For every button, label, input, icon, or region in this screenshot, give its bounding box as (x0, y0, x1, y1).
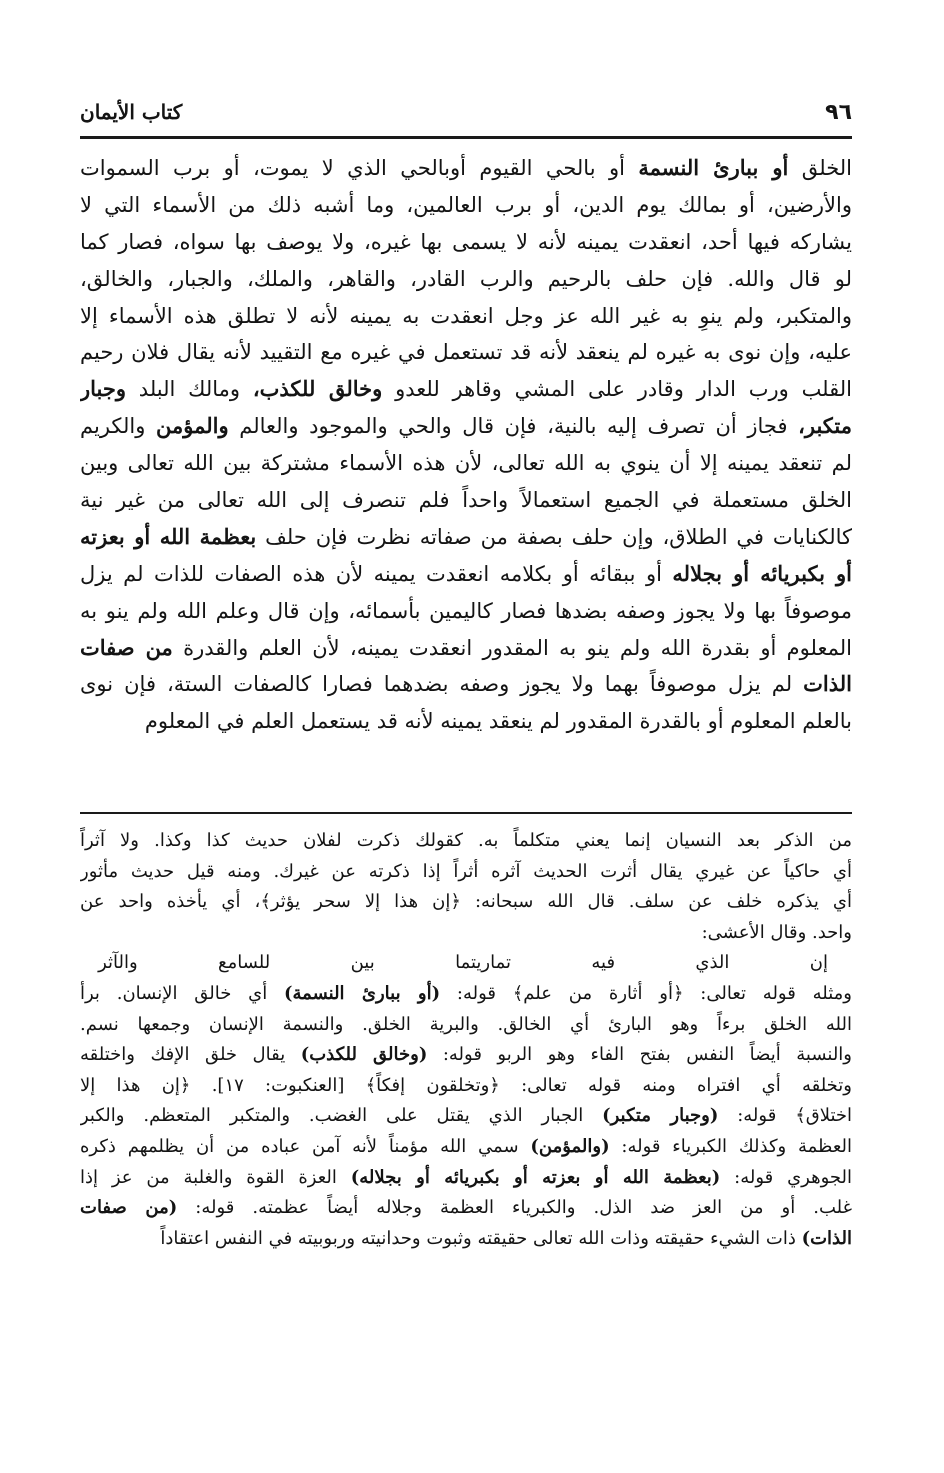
footnote-block-after-verse (80, 979, 852, 1254)
bold-text-segment: من صفات (80, 634, 173, 660)
footnote-line (80, 1163, 852, 1194)
verse-word: تماريتما (455, 952, 512, 974)
bold-text-segment: بعظمة الله أو بعزته (80, 523, 257, 549)
verse-word: إن (809, 952, 828, 974)
bold-text-segment: الذات (803, 671, 852, 697)
text-segment: أو ببقائه أو بكلامه انعقدت يمينه لأن هذه الصفات للذات لم يزل (80, 561, 673, 586)
footnote-line (80, 918, 852, 949)
text-segment: يشاركه فيها أحد، انعقدت يمينه لأنه لا يسمى بها غيره، ولا يوصف بها سواه، فصار كما (80, 229, 852, 254)
page-number: ٩٦ (825, 100, 852, 125)
bold-text-segment: (وخالق للكذب) (300, 1044, 428, 1066)
text-segment: أو بالحي القيوم أوبالحي الذي لا يموت، أو برب السموات (80, 156, 639, 180)
footnote-line (80, 1132, 852, 1163)
text-segment: أي يذكره خلف عن سلف. قال الله سبحانه: ﴿إن هذا إلا سحر يؤثر﴾، أي يأخذه واحد عن (80, 891, 852, 913)
body-line (80, 703, 852, 740)
verse-word: للسامع (218, 952, 271, 974)
poetry-verse (80, 948, 852, 979)
text-segment: يقال خلق الإفك واختلقه (80, 1044, 301, 1066)
footnote-separator (80, 812, 852, 814)
text-segment: عليه، وإن نوى به غيره لم ينعقد لأنه قد تستعمل في غيره مع التقييد لأنه يقال فلان رحيم (80, 340, 852, 365)
text-segment: بالعلم المعلوم أو بالقدرة المقدور لم ينعقد يمينه لأنه قد يستعمل العلم في المعلوم (144, 709, 852, 734)
footnote-line (80, 1040, 852, 1071)
bold-text-segment: أو ببارئ النسمة (638, 155, 789, 180)
text-segment: القلب ورب الدار وقادر على المشي وقاهر للعدو (382, 377, 852, 402)
text-segment: لم يزل موصوفاً بهما ولا يجوز وصفه بضدهما فصارا كالصفات الستة، فإن نوى (80, 672, 804, 697)
text-segment: الخلق مستعملة في الجميع استعمالاً واحداً فلم تنصرف إلى الله تعالى من غير نية (80, 488, 852, 513)
running-title: كتاب الأيمان (80, 100, 183, 124)
verse-word: بين (350, 952, 375, 974)
text-segment: الله الخلق برءاً وهو البارئ أي الخالق. والبرية الخلق. والنسمة الإنسان وجمعها نسم. (80, 1013, 852, 1035)
body-line (80, 445, 852, 482)
bold-text-segment: (وجبار متكبر) (602, 1105, 719, 1127)
text-segment: أي خالق الإنسان. برأ (80, 982, 284, 1004)
text-segment: غلب. أو من العز ضد الذل. والكبرياء العظمة وجلاله أيضاً عظمته. قوله: (177, 1197, 852, 1219)
bold-text-segment: الذات) (801, 1227, 852, 1249)
text-segment: اختلاق﴾ قوله: (718, 1105, 852, 1127)
body-line (80, 150, 852, 187)
body-line (80, 261, 852, 298)
body-line (80, 187, 852, 224)
text-segment: واحد. وقال الأعشى: (701, 921, 852, 943)
text-segment: سمي الله مؤمناً لأنه آمن عباده من أن يظلمهم ذكره (80, 1135, 531, 1157)
bold-text-segment: وجبار (80, 376, 126, 402)
bold-text-segment: وخالق للكذب، (252, 376, 383, 402)
bold-text-segment: متكبر، (798, 413, 852, 439)
bold-text-segment: (من صفات (80, 1197, 178, 1219)
body-line (80, 334, 852, 371)
bold-text-segment: (بعظمة الله أو بعزته أو بكبريائه أو بجلاله) (350, 1166, 721, 1188)
footnote-line (80, 979, 852, 1010)
bold-text-segment: (أو ببارئ النسمة) (284, 982, 441, 1004)
text-segment: فجاز أن تصرف إليه بالنية، فإن قال والحي والموجود والعالم (228, 414, 799, 439)
page-header (80, 96, 852, 134)
footnote-line (80, 857, 852, 888)
text-segment: ومالك البلد (126, 377, 253, 402)
footnotes (80, 826, 852, 1254)
body-line (80, 408, 852, 445)
text-segment: ذات الشيء حقيقته وذات الله تعالى حقيقته وثبوت وحدانيته وربوبيته في النفس اعتقاداً (160, 1227, 802, 1249)
footnote-line (80, 1193, 852, 1224)
body-line (80, 298, 852, 335)
text-segment: والمتكبر، ولم ينوِ به غير الله عز وجل انعقدت به يمينه لأنه لا تطلق هذه الأسماء إلا (80, 303, 852, 328)
bold-text-segment: أو بكبريائه أو بجلاله (672, 560, 852, 586)
text-segment: موصوفاً بها ولا يجوز وصفه بضدها فصار كاليمين بأسمائه، وإن قال وعلم الله ولم ينو به (80, 598, 852, 623)
text-segment: والكريم (80, 414, 156, 439)
body-line (80, 482, 852, 519)
text-segment: والأرضين، أو بمالك يوم الدين، أو برب العالمين، وما أشبه ذلك من الأسماء التي لا (80, 192, 852, 217)
main-text (80, 150, 852, 740)
footnote-line (80, 887, 852, 918)
body-line (80, 224, 852, 261)
text-segment: لو قال والله. فإن حلف بالرحيم والرب القادر، والقاهر، والملك، والجبار، والخالق، (80, 266, 852, 291)
body-line (80, 519, 852, 556)
bold-text-segment: والمؤمن (156, 413, 229, 439)
text-segment: الخلق (788, 156, 852, 180)
text-segment: الجبار الذي يقتل على الغضب. والمتكبر المتعظم. والكبر (80, 1105, 603, 1127)
text-segment: كالكنايات في الطلاق، وإن حلف بصفة من صفاته نظرت فإن حلف (256, 524, 852, 549)
footnote-block-before-verse (80, 826, 852, 948)
header-rule (80, 136, 852, 139)
bold-text-segment: (والمؤمن) (530, 1135, 610, 1157)
text-segment: والنسبة أيضاً النفس بفتح الفاء وهو الربو قوله: (427, 1044, 852, 1066)
footnote-line (80, 1101, 852, 1132)
body-line (80, 666, 852, 703)
body-line (80, 556, 852, 593)
text-segment: المعلوم أو بقدرة الله ولم ينو به المقدور انعقدت يمينه، لأن العلم والقدرة (172, 635, 852, 660)
verse-word: والآثر (98, 952, 138, 974)
text-segment: لم تنعقد يمينه إلا أن ينوي به الله تعالى، لأن هذه الأسماء مشتركة بين الله تعالى وبين (80, 451, 852, 476)
body-line (80, 630, 852, 667)
body-line (80, 371, 852, 408)
footnote-line (80, 1224, 852, 1255)
text-segment: الجوهري قوله: (720, 1166, 852, 1188)
footnote-line (80, 1010, 852, 1041)
text-segment: ومثله قوله تعالى: ﴿أو أثارة من علم﴾ قوله: (440, 982, 852, 1004)
text-segment: وتخلقه أي افتراه ومنه قوله تعالى: ﴿وتخلقون إفكاً﴾ [العنكبوت: ١٧]. ﴿إن هذا إلا (80, 1074, 852, 1096)
body-line (80, 593, 852, 630)
footnote-line (80, 826, 852, 857)
text-segment: العظمة وكذلك الكبرياء قوله: (609, 1135, 852, 1157)
verse-word: فيه (591, 952, 616, 974)
verse-word: الذي (695, 952, 730, 974)
text-segment: من الذكر بعد النسيان إنما يعني متكلماً به. كقولك ذكرت لفلان حديث كذا وكذا. ولا آثراً (80, 830, 852, 851)
text-segment: العزة القوة والغلبة من عز إذا (80, 1166, 351, 1188)
footnote-line (80, 1071, 852, 1102)
text-segment: أي حاكياً عن غيري يقال أثرت الحديث آثره أثراً إذا ذكرته عن غيرك. ومنه قيل حديث مأثور (80, 860, 852, 882)
